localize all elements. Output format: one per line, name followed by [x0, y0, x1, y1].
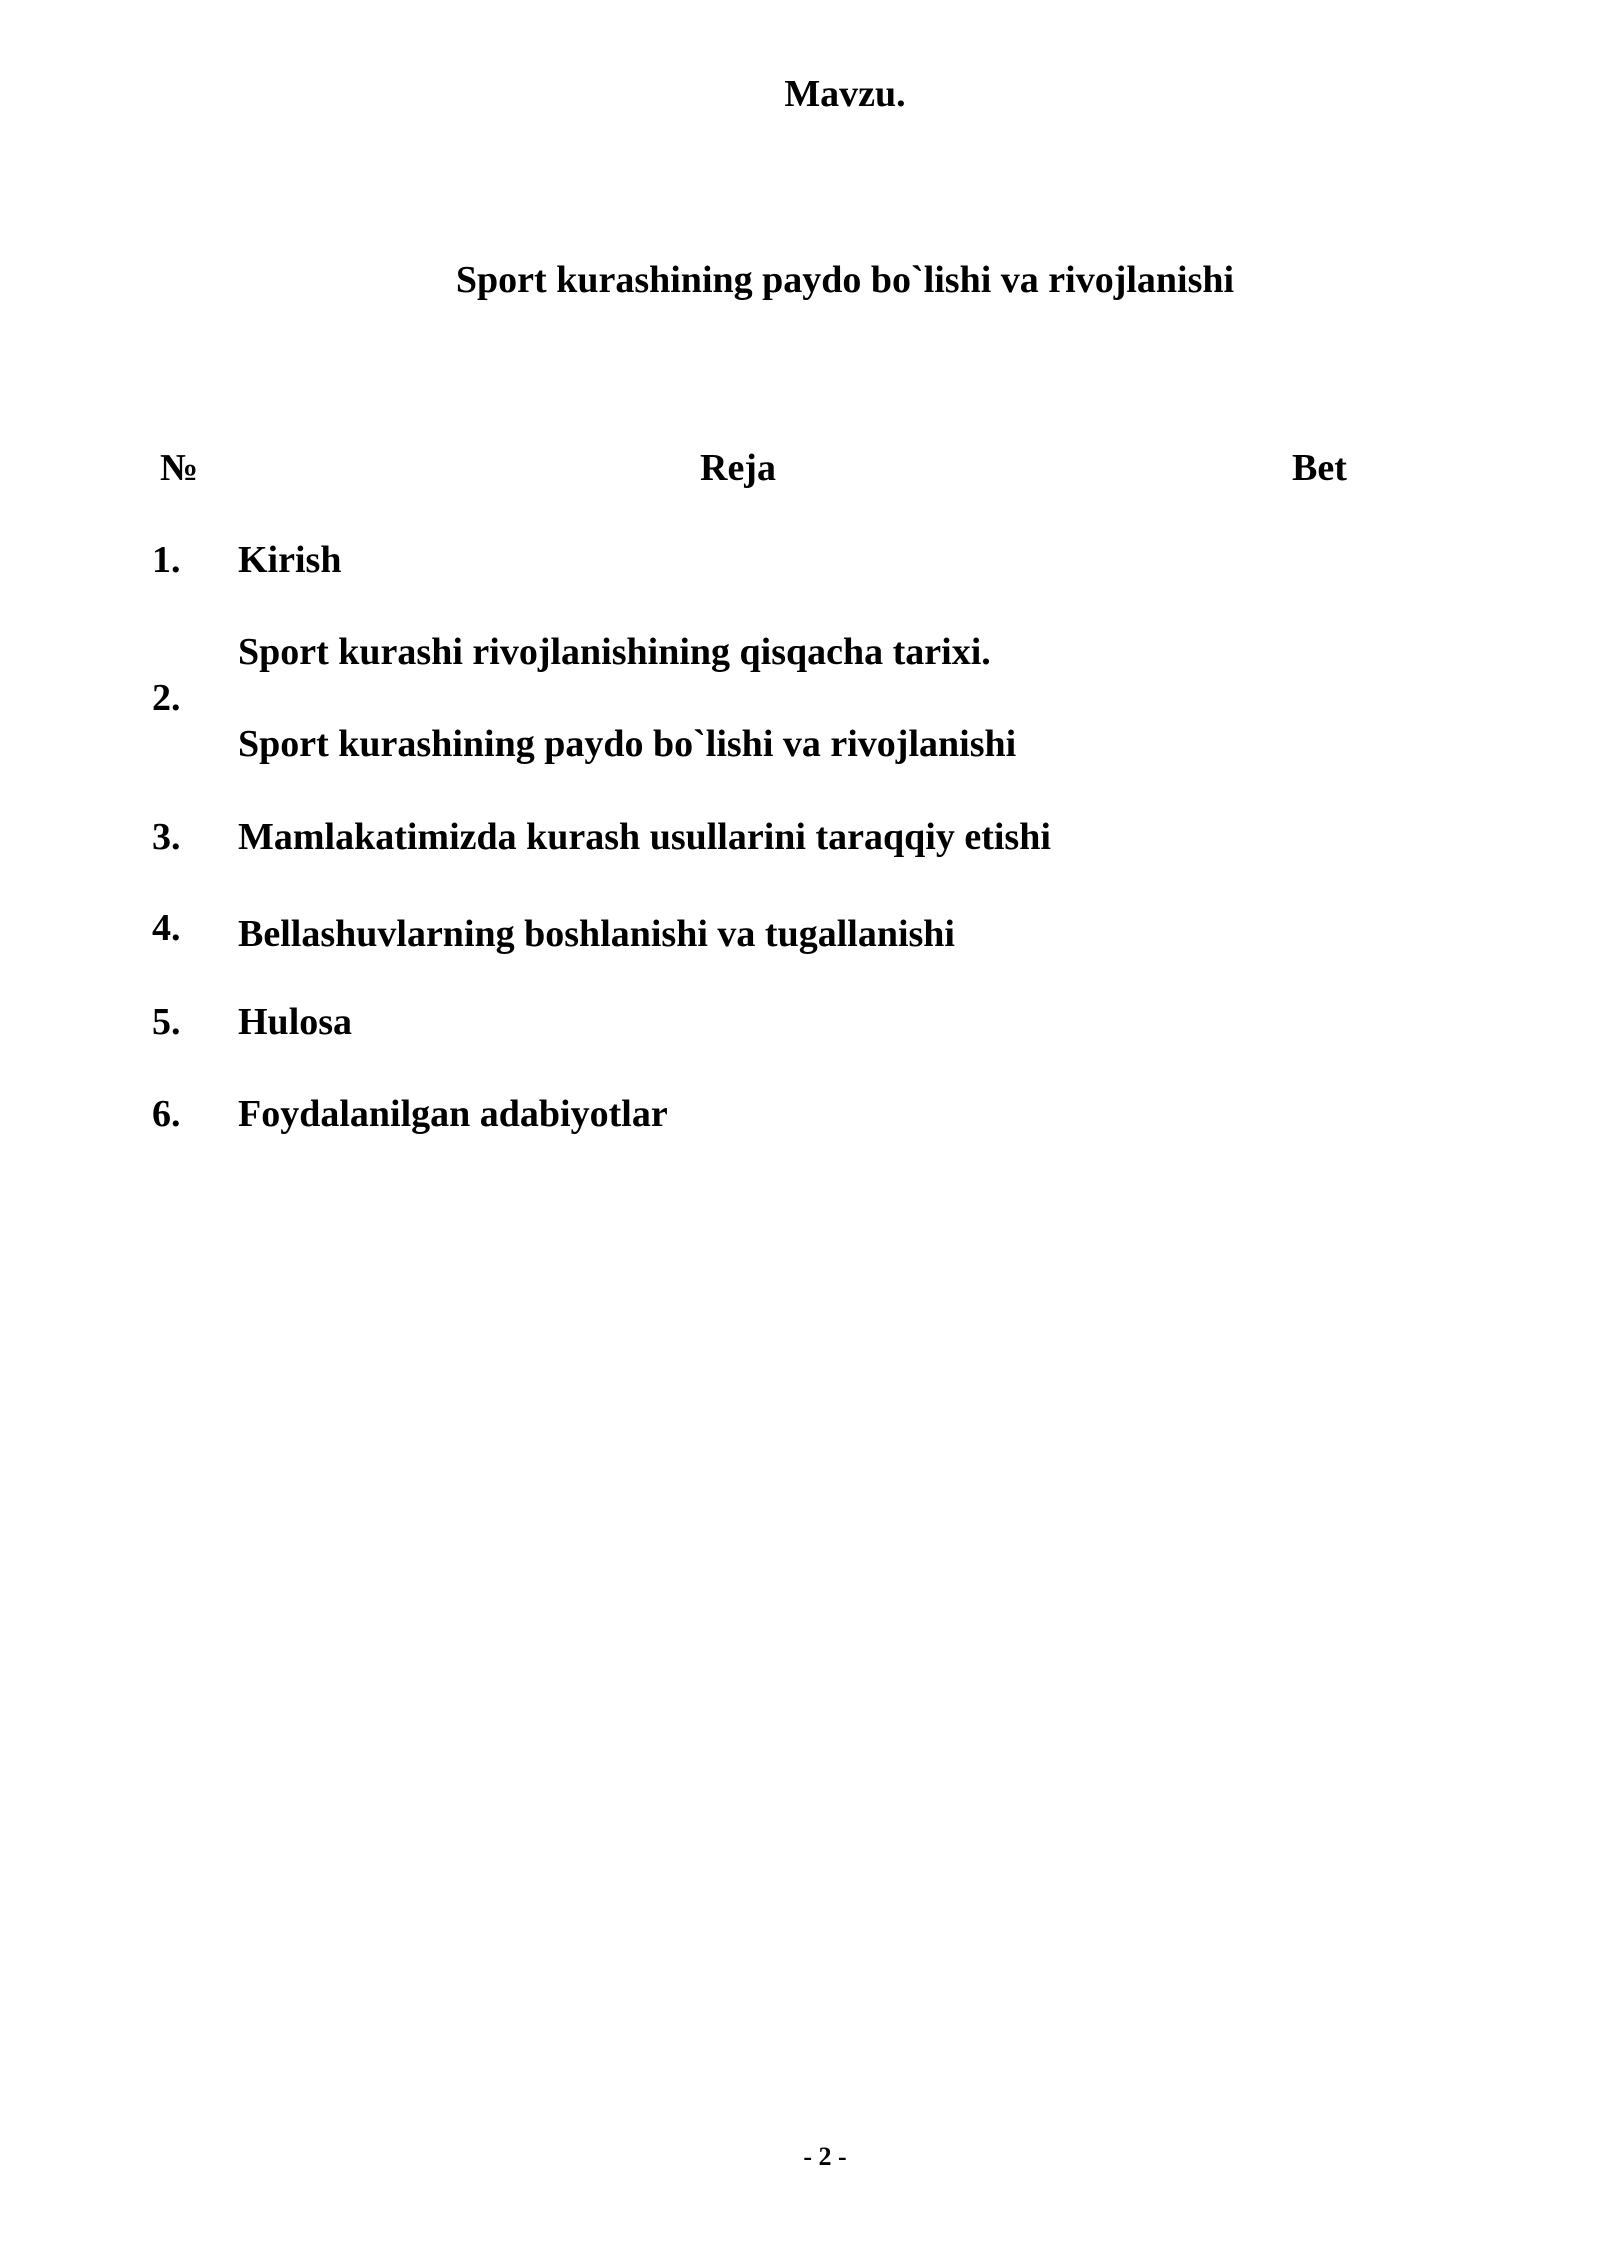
plan-item-number: 2. [152, 677, 181, 719]
plan-item-text: Hulosa [238, 1001, 353, 1043]
plan-item-text: Kirish [238, 539, 342, 581]
plan-item-number: 6. [152, 1093, 181, 1135]
plan-item-text: Mamlakatimizda kurash usullarini taraqqiy etishi [238, 816, 1051, 858]
column-header-page: Bet [1292, 447, 1347, 489]
page-heading: Mavzu. [784, 73, 906, 115]
plan-item-text: Sport kurashi rivojlanishining qisqacha tarixi. [238, 631, 991, 673]
column-header-number: № [160, 447, 199, 489]
topic-title: Sport kurashining paydo bo`lishi va rivojlanishi [455, 259, 1235, 301]
plan-item-text-continued: Sport kurashining paydo bo`lishi va rivojlanishi [238, 723, 1017, 765]
plan-item-number: 3. [152, 816, 181, 858]
plan-item-number: 4. [152, 907, 181, 949]
column-header-plan: Reja [700, 447, 776, 489]
plan-item-number: 5. [152, 1001, 181, 1043]
page-number: - 2 - [803, 2142, 847, 2171]
plan-item-number: 1. [152, 539, 181, 581]
plan-item-text: Foydalanilgan adabiyotlar [238, 1093, 668, 1135]
plan-item-text: Bellashuvlarning boshlanishi va tugallanishi [238, 913, 955, 955]
